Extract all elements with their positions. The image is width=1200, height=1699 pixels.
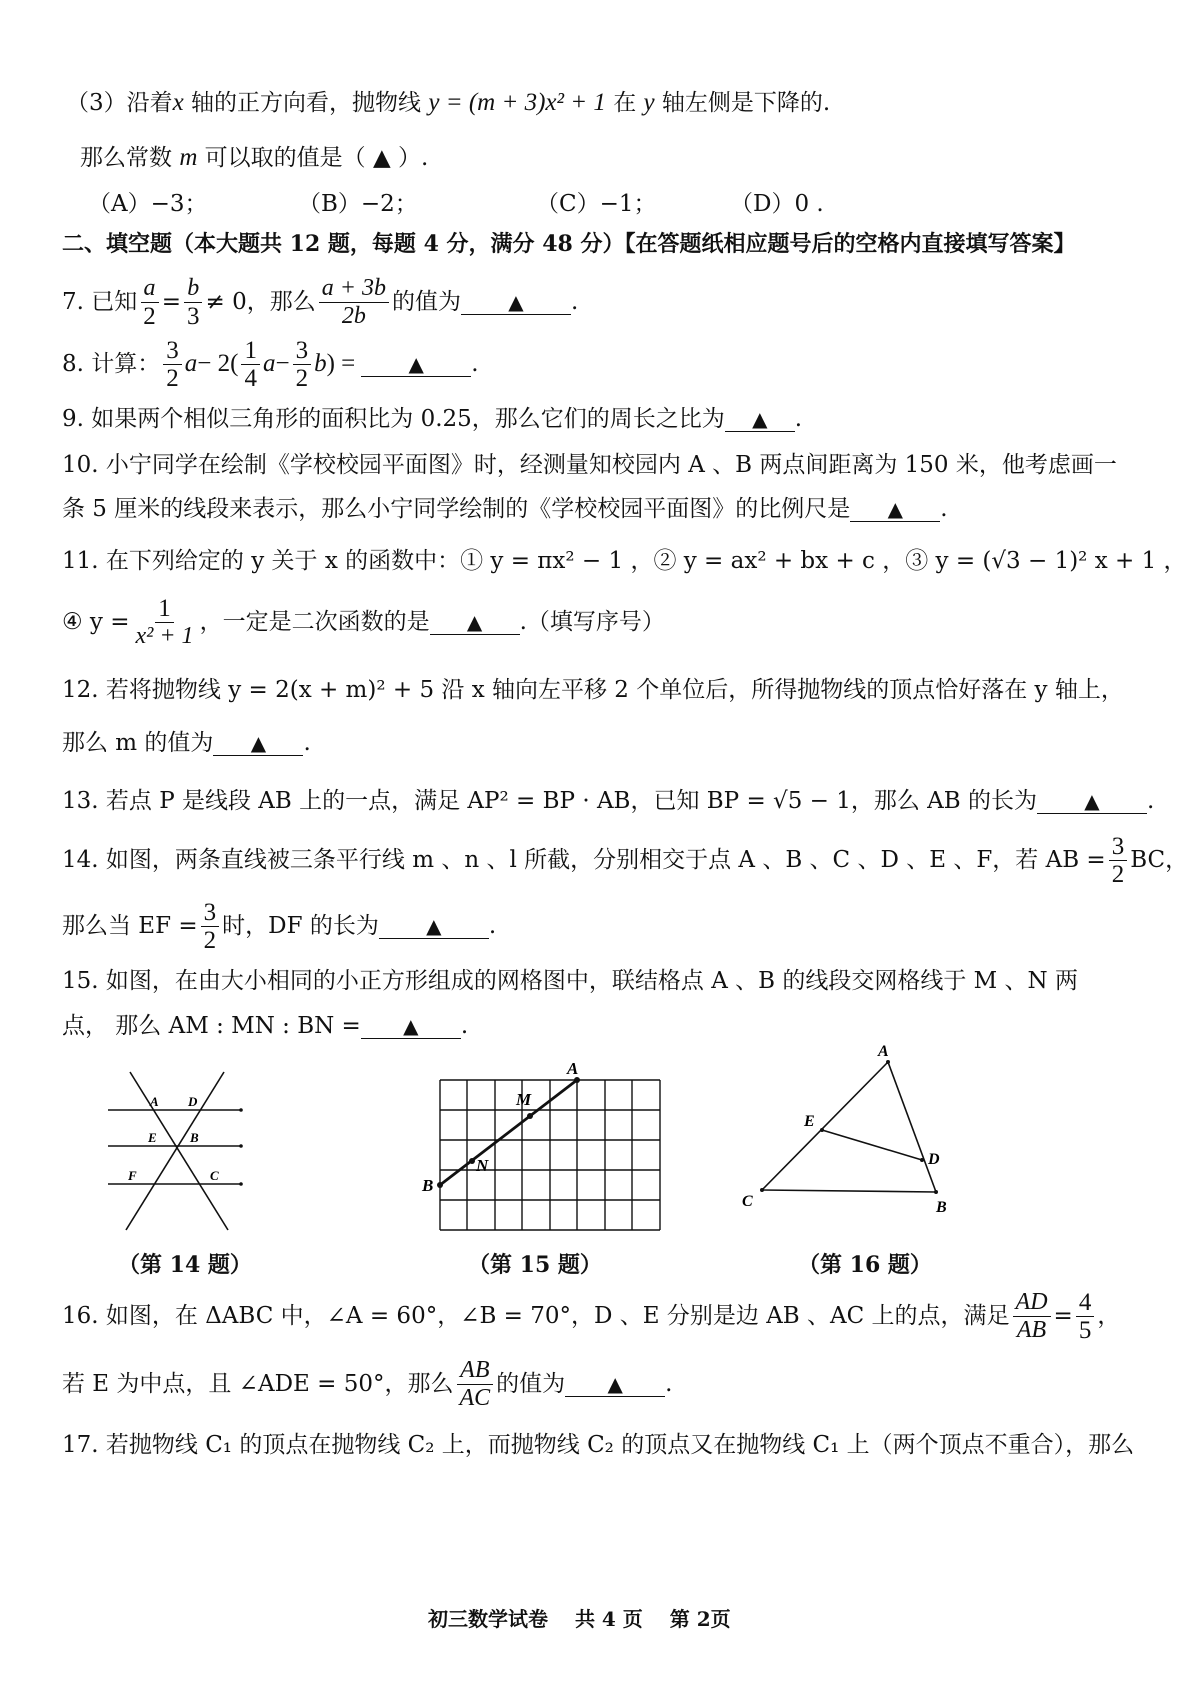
figure-14-caption: （第 14 题） xyxy=(118,1252,252,1278)
answer-blank: ▲ xyxy=(725,407,795,432)
fig15-label-n: N xyxy=(476,1156,489,1175)
question-12-line1: 12. 若将抛物线 y = 2(x + m)² + 5 沿 x 轴向左平移 2 个单位后，所得抛物线的顶点恰好落在 y 轴上， xyxy=(62,677,1124,703)
answer-blank: ▲ xyxy=(565,1372,665,1397)
question-12-line2: 那么 m 的值为 ▲ . xyxy=(62,730,311,756)
fig14-label-b: B xyxy=(190,1130,199,1145)
fraction: $\frac{a}{2}$ xyxy=(140,275,159,330)
fraction: $\frac{3}{2}$ xyxy=(201,899,220,954)
q6-option-a: （A）−3； xyxy=(88,191,208,217)
question-15-line2: 点， 那么 AM : MN : BN = ▲ . xyxy=(62,1013,469,1039)
fig16-label-e: E xyxy=(804,1113,815,1130)
fig15-label-b: B xyxy=(422,1176,434,1195)
question-10-line1: 10. 小宁同学在绘制《学校校园平面图》时，经测量知校园内 A 、B 两点间距离为 150 米，他考虑画一 xyxy=(62,452,1117,478)
fraction: $\frac{AD}{AB}$ xyxy=(1013,1289,1051,1344)
fig14-label-f: F xyxy=(128,1168,137,1183)
question-16-line1: 16. 如图，在 ΔABC 中，∠A = 60°，∠B = 70°，D 、E 分别是边 AB 、AC 上的点，满足 $\frac{AD}{AB}$ = $\frac{4}{5}$ ， xyxy=(62,1288,1121,1344)
fig16-label-a: A xyxy=(878,1043,889,1060)
question-14-line2: 那么当 EF = $\frac{3}{2}$ 时，DF 的长为 ▲ . xyxy=(62,898,497,954)
fraction: $\frac{b}{3}$ xyxy=(184,275,203,330)
question-13: 13. 若点 P 是线段 AB 上的一点，满足 AP² = BP · AB，已知 BP = √5 − 1，那么 AB 的长为 ▲ . xyxy=(62,788,1155,814)
figure-15-caption: （第 15 题） xyxy=(468,1252,602,1278)
answer-blank: ▲ xyxy=(361,352,471,377)
figure-16 xyxy=(740,1040,960,1230)
fig16-label-d: D xyxy=(928,1151,940,1168)
question-14-line1: 14. 如图，两条直线被三条平行线 m 、n 、l 所截，分别相交于点 A 、B 、C 、D 、E 、F，若 AB = $\frac{3}{2}$ BC， xyxy=(62,832,1189,888)
fraction: $\frac{3}{2}$ xyxy=(293,337,312,392)
fig15-label-a: A xyxy=(567,1059,579,1078)
q6-option-d: （D）0 . xyxy=(730,191,824,217)
answer-blank: ▲ xyxy=(213,731,303,756)
answer-blank: ▲ xyxy=(430,610,520,635)
question-7: 7. 已知 $\frac{a}{2}$ = $\frac{b}{3}$ ≠ 0，那么 $\frac{a + 3b}{2b}$ 的值为 ▲ . xyxy=(62,274,579,330)
fig15-label-m: M xyxy=(516,1090,532,1109)
figure-15 xyxy=(422,1059,670,1240)
answer-blank: ▲ xyxy=(361,1014,461,1039)
fraction: $\frac{AB}{AC}$ xyxy=(457,1357,494,1412)
fig14-label-d: D xyxy=(188,1094,198,1109)
page-footer: 初三数学试卷 共 4 页 第 2页 xyxy=(428,1607,731,1631)
question-11-line2: ④ y = $\frac{1}{\text{x² + 1}}$ ，一定是二次函数的是 ▲ .（填写序号） xyxy=(62,594,665,649)
answer-blank: ▲ xyxy=(379,914,489,939)
q6-option-b: （B）−2； xyxy=(298,191,418,217)
answer-blank: ▲ xyxy=(850,497,940,522)
q6-option-c: （C）−1； xyxy=(536,191,657,217)
fraction: $\frac{4}{5}$ xyxy=(1076,1289,1095,1344)
question-9: 9. 如果两个相似三角形的面积比为 0.25，那么它们的周长之比为 ▲ . xyxy=(62,406,803,432)
fraction: $\frac{3}{2}$ xyxy=(1109,833,1128,888)
question-10-line2: 条 5 厘米的线段来表示，那么小宁同学绘制的《学校校园平面图》的比例尺是 ▲ . xyxy=(62,496,948,522)
question-11-line1: 11. 在下列给定的 y 关于 x 的函数中：① y = πx² − 1 ，② y = ax² + bx + c ，③ y = (√3 − 1)² x + 1 ， xyxy=(62,548,1187,574)
fraction: $\frac{1}{\text{x² + 1}}$ xyxy=(135,594,194,649)
answer-blank: ▲ xyxy=(461,290,571,315)
figure-16-caption: （第 16 题） xyxy=(798,1252,932,1278)
fraction: $\frac{a + 3b}{2b}$ xyxy=(319,275,389,330)
fig14-label-c: C xyxy=(210,1168,219,1183)
answer-blank: ▲ xyxy=(1037,789,1147,814)
fraction: $\frac{3}{2}$ xyxy=(163,337,182,392)
question-8: 8. 计算： $\frac{3}{2}$ a − 2( $\frac{1}{4}$ a − $\frac{3}{2}$ b ) = ▲ . xyxy=(62,336,479,392)
fraction: $\frac{1}{4}$ xyxy=(241,337,260,392)
fig14-label-e: E xyxy=(148,1130,157,1145)
q6-statement: （3）沿着x 轴的正方向看，抛物线 y = (m + 3)x² + 1 在 y 轴左侧是下降的. xyxy=(66,89,831,116)
section-2-header: 二、填空题（本大题共 12 题，每题 4 分，满分 48 分）【在答题纸相应题号后的空格内直接填写答案】 xyxy=(62,231,1076,257)
figure-14 xyxy=(100,1060,290,1240)
question-15-line1: 15. 如图，在由大小相同的小正方形组成的网格图中，联结格点 A 、B 的线段交网格线于 M 、N 两 xyxy=(62,968,1078,994)
question-16-line2: 若 E 为中点，且 ∠ADE = 50°，那么 $\frac{AB}{AC}$ 的值为 ▲ . xyxy=(62,1356,673,1411)
question-17: 17. 若抛物线 C₁ 的顶点在抛物线 C₂ 上，而抛物线 C₂ 的顶点又在抛物线 C₁ 上（两个顶点不重合），那么 xyxy=(62,1432,1135,1458)
fig16-label-b: B xyxy=(936,1199,947,1216)
q6-question: 那么常数 m 可以取的值是（ ▲ ）. xyxy=(80,144,429,171)
fig16-label-c: C xyxy=(742,1193,753,1210)
fig14-label-a: A xyxy=(150,1094,159,1109)
